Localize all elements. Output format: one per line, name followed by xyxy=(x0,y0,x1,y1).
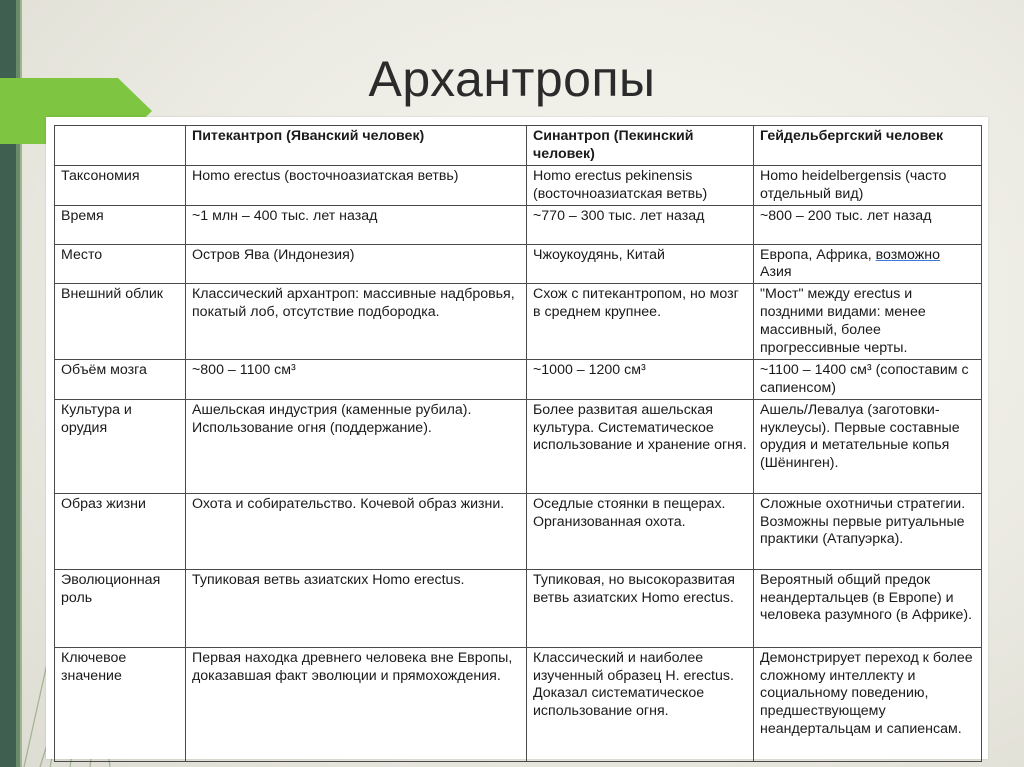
table-cell: ~770 – 300 тыс. лет назад xyxy=(527,205,754,244)
table-cell: Homo heidelbergensis (часто отдельный вид) xyxy=(754,166,982,206)
table-panel xyxy=(46,117,988,759)
table-cell: Охота и собирательство. Кочевой образ жизни. xyxy=(186,493,527,569)
table-row xyxy=(55,569,982,647)
table-cell: Классический и наиболее изученный образец H. erectus. Доказал систематическое использование огня. xyxy=(527,647,754,761)
table-header-row xyxy=(55,126,982,166)
table-row xyxy=(55,360,982,400)
row-label: Внешний облик xyxy=(55,284,186,360)
table-cell: Вероятный общий предок неандертальцев (в Европе) и человека разумного (в Африке). xyxy=(754,569,982,647)
table-cell: Классический архантроп: массивные надбровья, покатый лоб, отсутствие подбородка. xyxy=(186,284,527,360)
row-label: Место xyxy=(55,244,186,284)
row-label: Эволюционная роль xyxy=(55,569,186,647)
header-empty-cell xyxy=(55,126,186,166)
table-row xyxy=(55,244,982,284)
table-cell: ~800 – 1100 см³ xyxy=(186,360,527,400)
header-sinanthropus: Синантроп (Пекинский человек) xyxy=(527,126,754,166)
table-cell: Первая находка древнего человека вне Европы, доказавшая факт эволюции и прямохождения. xyxy=(186,647,527,761)
row-label: Объём мозга xyxy=(55,360,186,400)
table-cell: Демонстрирует переход к более сложному интеллекту и социальному поведению, предшествующему неандертальцам и сапиенсам. xyxy=(754,647,982,761)
table-cell: ~1 млн – 400 тыс. лет назад xyxy=(186,205,527,244)
table-cell: Чжоукоудянь, Китай xyxy=(527,244,754,284)
table-row xyxy=(55,493,982,569)
table-cell: ~1100 – 1400 см³ (сопоставим с сапиенсом) xyxy=(754,360,982,400)
table-row xyxy=(55,205,982,244)
table-cell-location-heidelberg xyxy=(754,244,982,284)
cell-text: Европа, Африка, xyxy=(760,246,876,263)
table-cell: Тупиковая, но высокоразвитая ветвь азиатских Homo erectus. xyxy=(527,569,754,647)
row-label: Ключевое значение xyxy=(55,647,186,761)
table-cell: Более развитая ашельская культура. Систематическое использование и хранение огня. xyxy=(527,399,754,493)
comparison-table xyxy=(54,125,982,762)
table-cell: Homo erectus (восточноазиатская ветвь) xyxy=(186,166,527,206)
row-label: Таксономия xyxy=(55,166,186,206)
table-cell: Homo erectus pekinensis (восточноазиатская ветвь) xyxy=(527,166,754,206)
underlined-word: возможно xyxy=(875,246,940,263)
table-cell: Оседлые стоянки в пещерах. Организованная охота. xyxy=(527,493,754,569)
table-cell: "Мост" между erectus и поздними видами: менее массивный, более прогрессивные черты. xyxy=(754,284,982,360)
table-row xyxy=(55,284,982,360)
row-label: Образ жизни xyxy=(55,493,186,569)
table-row xyxy=(55,647,982,761)
table-cell: Сложные охотничьи стратегии. Возможны первые ритуальные практики (Атапуэрка). xyxy=(754,493,982,569)
table-cell: Ашельская индустрия (каменные рубила). Использование огня (поддержание). xyxy=(186,399,527,493)
header-heidelberg: Гейдельбергский человек xyxy=(754,126,982,166)
row-label: Культура и орудия xyxy=(55,399,186,493)
header-pithecanthropus: Питекантроп (Яванский человек) xyxy=(186,126,527,166)
slide-title: Архантропы xyxy=(368,51,656,107)
table-cell: Схож с питекантропом, но мозг в среднем крупнее. xyxy=(527,284,754,360)
cell-text: Азия xyxy=(760,264,792,281)
table-cell: Остров Ява (Индонезия) xyxy=(186,244,527,284)
table-cell: Ашель/Левалуа (заготовки-нуклеусы). Первые составные орудия и метательные копья (Шёнинген). xyxy=(754,399,982,493)
row-label: Время xyxy=(55,205,186,244)
table-cell: Тупиковая ветвь азиатских Homo erectus. xyxy=(186,569,527,647)
table-row xyxy=(55,399,982,493)
table-cell: ~1000 – 1200 см³ xyxy=(527,360,754,400)
table-row xyxy=(55,166,982,206)
table-cell: ~800 – 200 тыс. лет назад xyxy=(754,205,982,244)
